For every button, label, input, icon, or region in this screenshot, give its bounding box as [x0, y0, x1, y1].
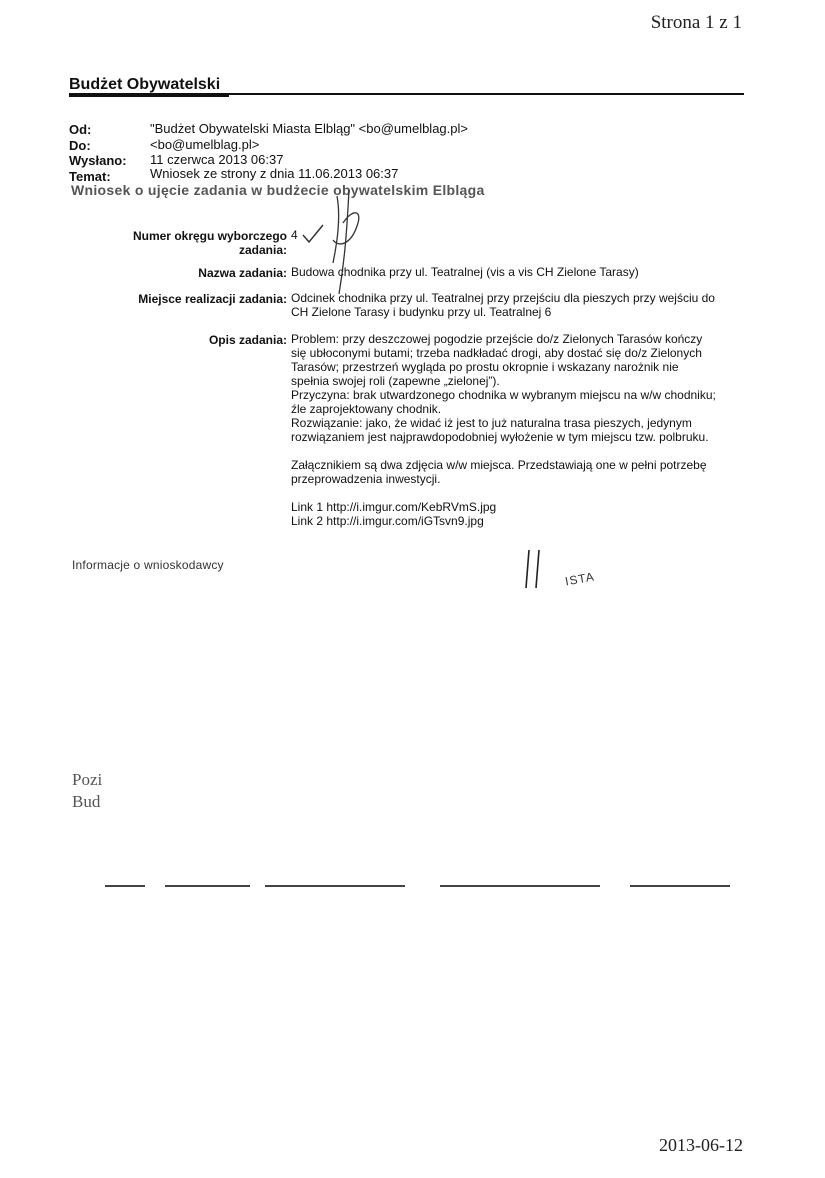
location-label: Miejsce realizacji zadania: — [138, 292, 287, 306]
location-value: Odcinek chodnika przy ul. Teatralnej przy przejściu dla pieszych przy wejściu do CH Zielone Tarasy i budynku przy ul. Teatralnej 6 — [291, 291, 715, 319]
form-title: Wniosek o ujęcie zadania w budżecie obywatelskim Elbląga — [71, 182, 485, 198]
description-value: Problem: przy deszczowej pogodzie przejście do/z Zielonych Tarasów kończy się ubłoconymi butami; trzeba nadkładać drogi, aby dostać się do/z Zielonych Tarasów; przestrzeń wygląda po prostu okropnie i wskazany narożnik nie spełnia swojej roli (zapewne „zielonej”). Przyczyna: brak utwardzonego chodnika w wybranym miejscu na w/w chodniku; źle zaprojektowany chodnik. Rozwiązanie: jako, że widać iż jest to już naturalna trasa pieszych, jedynym rozwiązaniem jest najprawdopodobniej wyłożenie w tym miejscu tzw. polbruku. Załącznikiem są dwa zdjęcia w/w miejsca. Przedstawiają one w pełni potrzebę przeprowadzenia inwestycji. Link 1 http://i.imgur.com/KebRVmS.jpg Link 2 http://i.imgur.com/iGTsvn9.jpg — [291, 332, 751, 528]
footer-line-5 — [630, 885, 730, 887]
link-1: Link 1 http://i.imgur.com/KebRVmS.jpg — [291, 500, 497, 514]
cut-text-line-1: Pozi — [72, 770, 103, 789]
sent-value: 11 czerwca 2013 06:37 — [150, 152, 284, 167]
name-value: Budowa chodnika przy ul. Teatralnej (vis a vis CH Zielone Tarasy) — [291, 265, 639, 279]
district-label: Numer okręgu wyborczego zadania: — [132, 229, 287, 257]
header-divider-accent — [69, 95, 229, 97]
print-date: 2013-06-12 — [659, 1135, 743, 1155]
footer-line-3 — [265, 885, 405, 887]
from-label: Od: — [69, 122, 92, 137]
to-label: Do: — [69, 138, 91, 153]
handwritten-signature — [325, 188, 365, 298]
cut-text-line-2: Bud — [72, 792, 101, 811]
subject-value: Wniosek ze strony z dnia 11.06.2013 06:37 — [150, 166, 399, 181]
stamp-fragment: ISTA — [564, 569, 596, 589]
district-value: 4 — [291, 228, 298, 242]
handwritten-mark — [522, 548, 544, 592]
from-value: "Budżet Obywatelski Miasta Elbląg" <bo@umelblag.pl> — [150, 121, 468, 136]
description-label: Opis zadania: — [208, 333, 287, 347]
footer-line-2 — [165, 885, 250, 887]
applicant-info-heading: Informacje o wnioskodawcy — [72, 558, 224, 572]
to-value: <bo@umelblag.pl> — [150, 137, 260, 152]
footer-line-1 — [105, 885, 145, 887]
checkmark-icon — [300, 222, 326, 246]
brand-title: Budżet Obywatelski — [69, 76, 221, 93]
link-2: Link 2 http://i.imgur.com/iGTsvn9.jpg — [291, 514, 484, 528]
footer-line-4 — [440, 885, 600, 887]
sent-label: Wysłano: — [69, 153, 127, 168]
page-number: Strona 1 z 1 — [650, 12, 742, 33]
subject-label: Temat: — [69, 169, 111, 184]
name-label: Nazwa zadania: — [198, 266, 287, 280]
